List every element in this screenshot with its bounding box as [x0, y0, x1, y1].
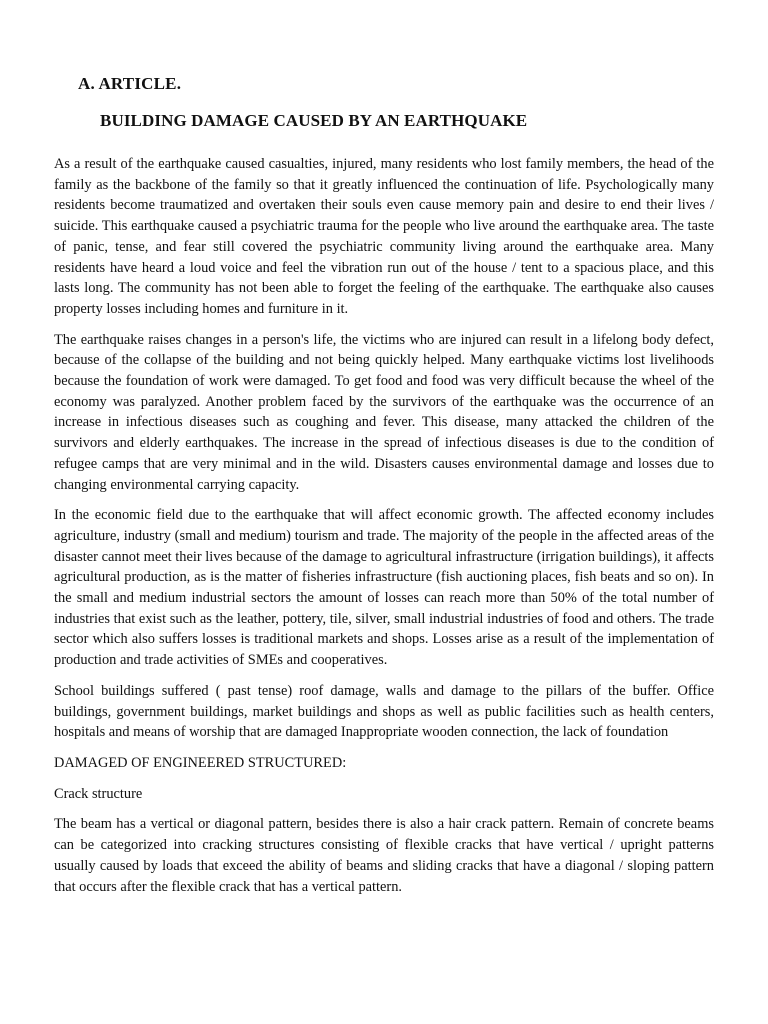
paragraph-life-changes: The earthquake raises changes in a person's life, the victims who are injured can result in a lifelong body defect, because of the collapse of the building and not being quickly helped. Many earthquake victims lost livelihoods because the foundation of work were damaged. To get food and food was very difficult because the wheel of the economy was paralyzed. Another problem faced by the survivors of the earthquake was the occurrence of an increase in infectious diseases such as coughing and fever. This disease, many attacked the children of the survivors and elderly earthquakes. The increase in the spread of infectious diseases is due to the condition of refugee camps that are very minimal and in the wild. Disasters causes environmental damage and losses due to changing environmental carrying capacity.	[54, 331, 714, 493]
subheading-crack-structure: Crack structure	[54, 785, 143, 802]
section-heading: A. ARTICLE.	[78, 74, 182, 93]
paragraph-beam-cracks: The beam has a vertical or diagonal pattern, besides there is also a hair crack pattern. Remain of concrete beams can be categorized into cracking structures consisting of flexible cracks that have vertical / upright patterns usually caused by loads that exceed the ability of beams and sliding cracks that have a diagonal / sloping pattern that occurs after the flexible crack that has a vertical pattern.	[54, 816, 714, 895]
subheading-engineered: DAMAGED OF ENGINEERED STRUCTURED:	[54, 754, 347, 771]
article-body	[54, 154, 714, 907]
paragraph-casualties: As a result of the earthquake caused casualties, injured, many residents who lost family members, the head of the family as the backbone of the family so that it greatly influenced the continuation of life. Psychologically many residents become traumatized and overtaken their souls even cause memory pain and desire to end their lives / suicide. This earthquake caused a psychiatric trauma for the people who live around the earthquake area. The taste of panic, tense, and fear still covered the psychiatric community living around the earthquake area. Many residents have heard a loud voice and feel the vibration run out of the house / tent to a spacious place, and this lasts long. The community has not been able to forget the feeling of the earthquake. The earthquake also causes property losses including homes and furniture in it.	[54, 156, 714, 317]
paragraph-school-buildings: School buildings suffered ( past tense) roof damage, walls and damage to the pillars of the buffer. Office buildings, government buildings, market buildings and shops as well as public facilities such as health centers, hospitals and means of worship that are damaged Inappropriate wooden connection, the lack of foundation	[54, 682, 714, 741]
paragraph-economic: In the economic field due to the earthquake that will affect economic growth. The affected economy includes agriculture, industry (small and medium) tourism and trade. The majority of the people in the affected areas of the disaster cannot meet their lives because of the damage to agricultural infrastructure (irrigation buildings), it affects agricultural production, as is the matter of fisheries infrastructure (fish auctioning places, fish beats and so on). In the small and medium industrial sectors the amount of losses can reach more than 50% of the total number of industries that exist such as the leather, pottery, tile, silver, small industrial industries of food and others. The trade sector which also suffers losses is traditional markets and shops. Losses arise as a result of the implementation of production and trade activities of SMEs and cooperatives.	[54, 507, 714, 669]
article-title: BUILDING DAMAGE CAUSED BY AN EARTHQUAKE	[100, 111, 528, 130]
